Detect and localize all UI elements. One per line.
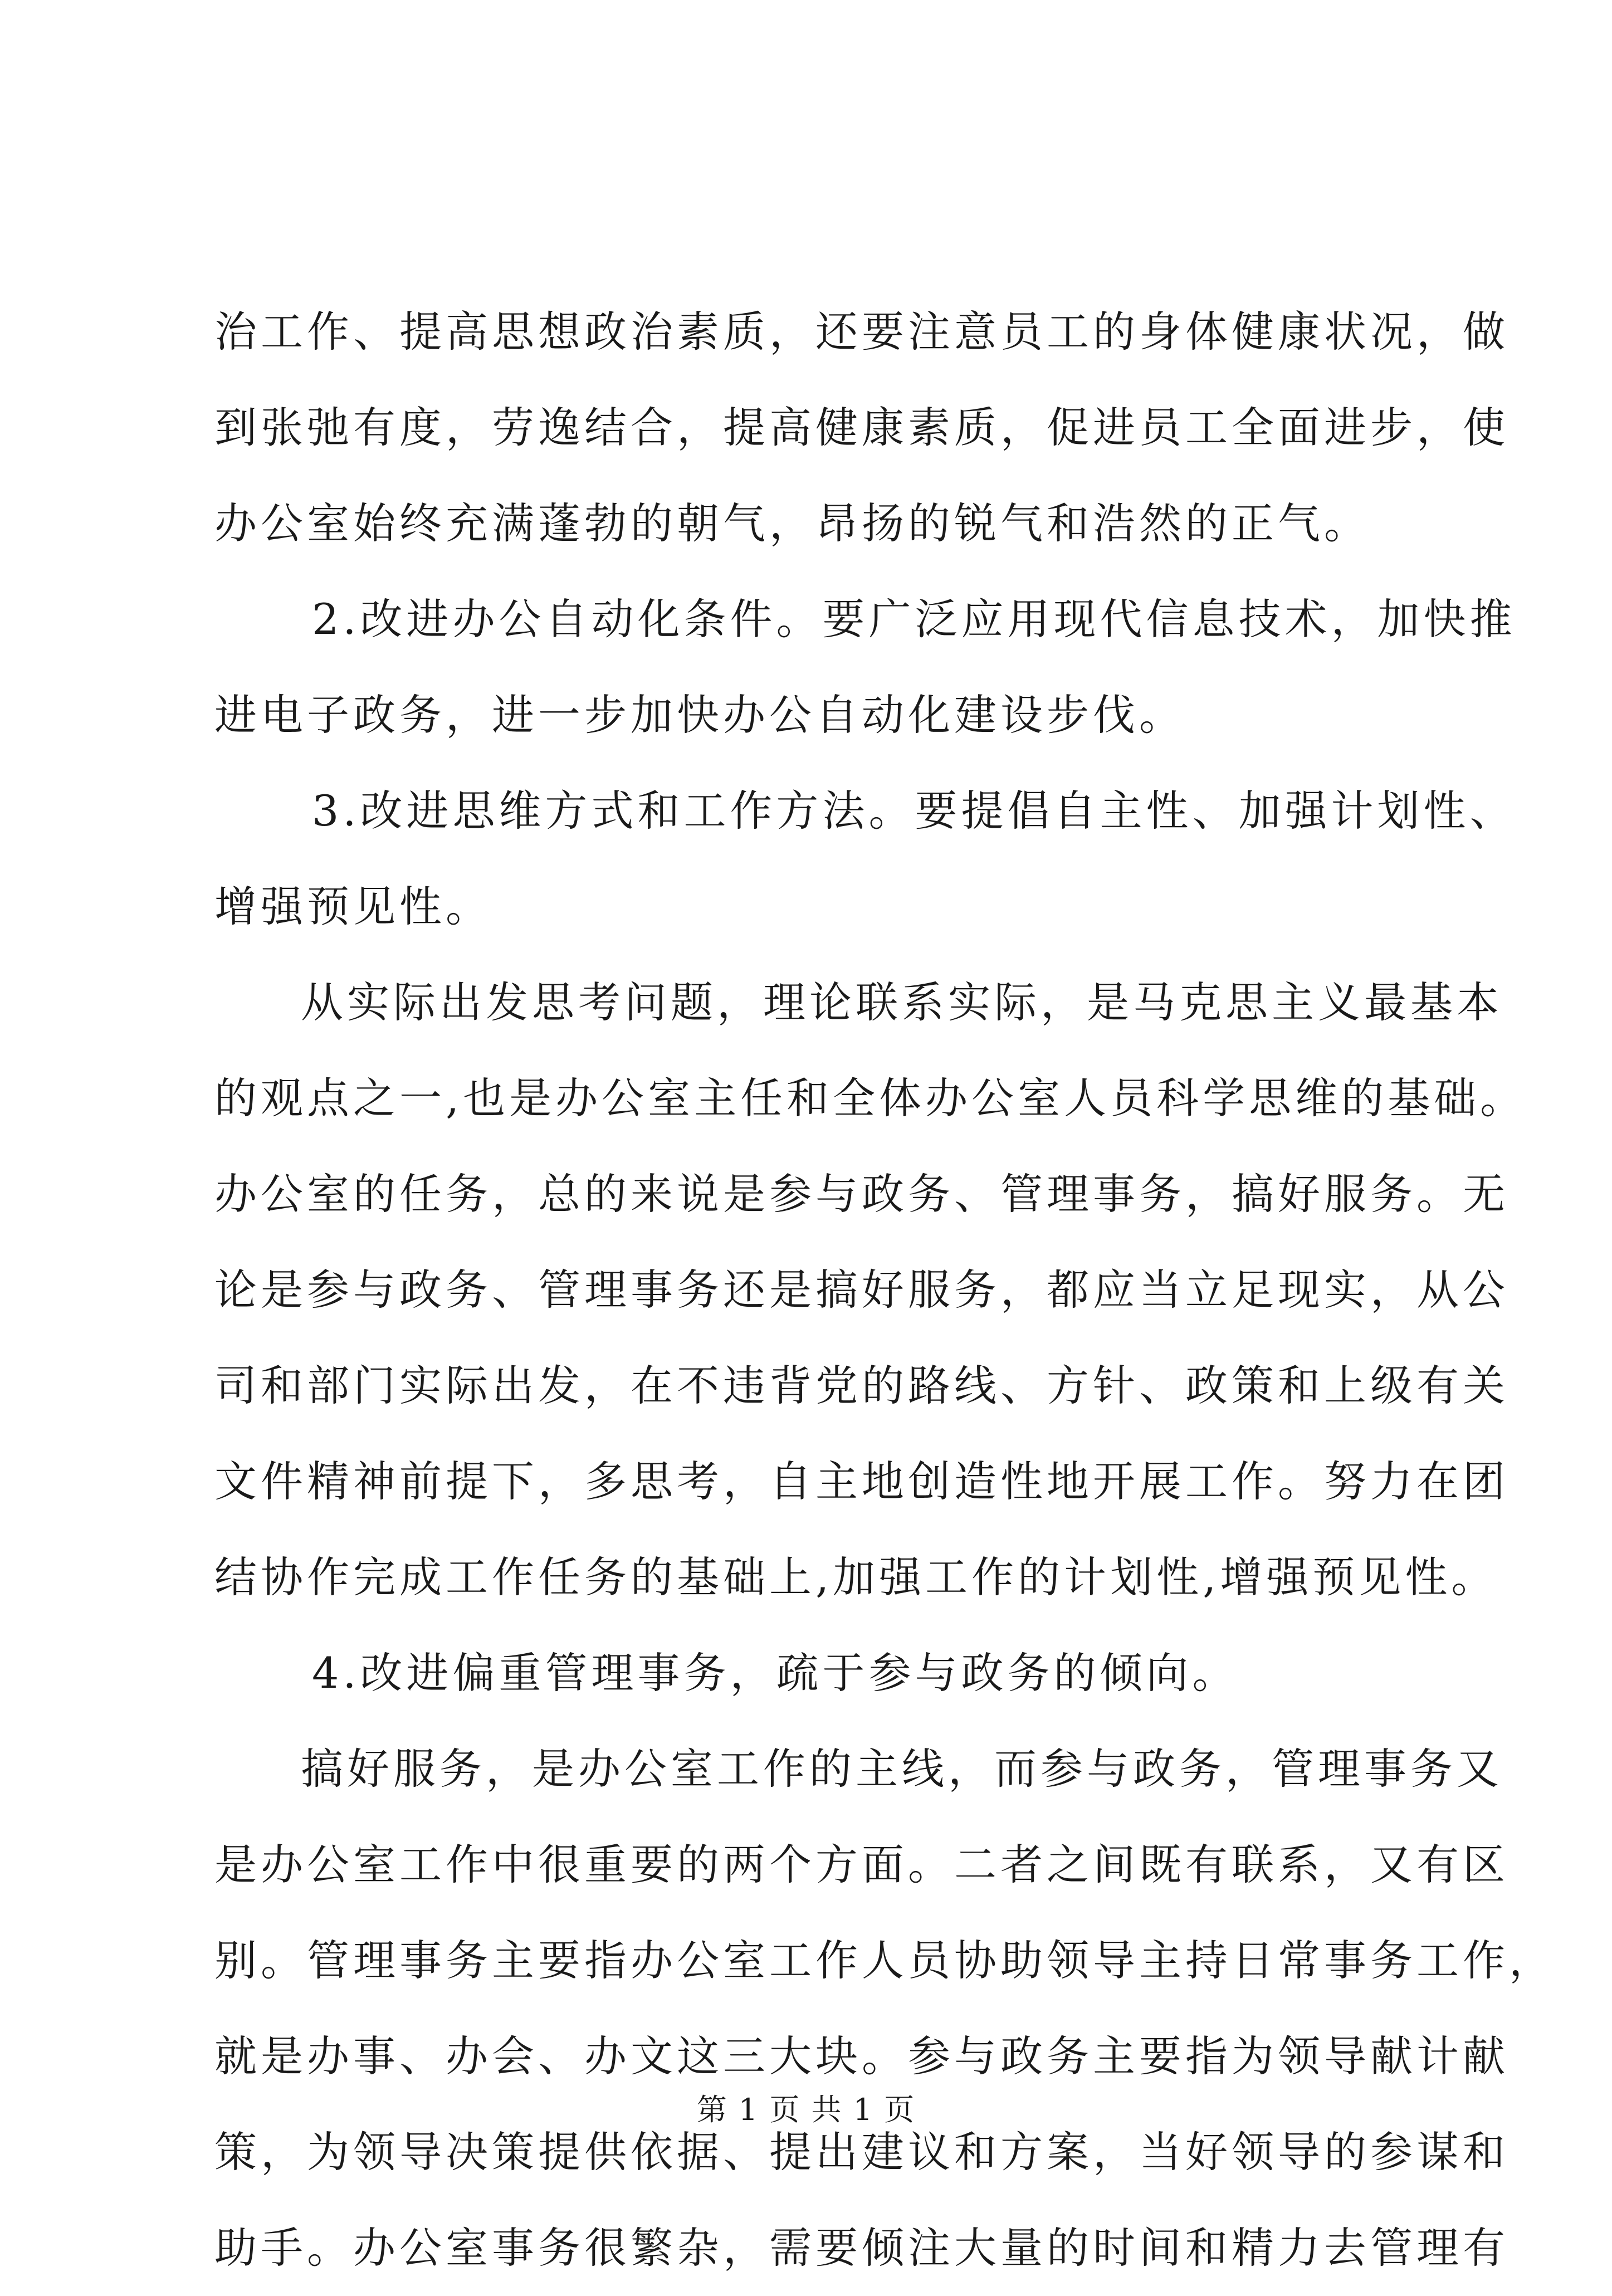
text-line-13: 文件精神前提下，多思考，自主地创造性地开展工作。努力在团	[214, 1457, 1509, 1506]
paragraph-start: 从实际出发思考问题，理论联系实际，是马克思主义最基本	[301, 978, 1503, 1027]
text-line-2: 到张弛有度，劳逸结合，提高健康素质，促进员工全面进步，使	[214, 403, 1509, 452]
text-line-14: 结协作完成工作任务的基础上,加强工作的计划性,增强预见性。	[214, 1552, 1498, 1602]
text-line-9: 的观点之一,也是办公室主任和全体办公室人员科学思维的基础。	[214, 1073, 1527, 1123]
text-line-3: 办公室始终充满蓬勃的朝气，昂扬的锐气和浩然的正气。	[214, 499, 1370, 548]
text-line-12: 司和部门实际出发，在不违背党的路线、方针、政策和上级有关	[214, 1361, 1509, 1410]
text-line-7: 增强预见性。	[214, 882, 492, 931]
text-line-5: 进电子政务，进一步加快办公自动化建设步伐。	[214, 690, 1185, 740]
document-body	[214, 284, 1555, 2296]
text-line-18: 别。管理事务主要指办公室工作人员协助领导主持日常事务工作，	[214, 1936, 1555, 1985]
text-line-11: 论是参与政务、管理事务还是搞好服务，都应当立足现实，从公	[214, 1265, 1509, 1315]
text-line-20: 策，为领导决策提供依据、提出建议和方案，当好领导的参谋和	[214, 2127, 1509, 2177]
paragraph-start: 搞好服务，是办公室工作的主线，而参与政务，管理事务又	[301, 1744, 1503, 1794]
text-line-19: 就是办事、办会、办文这三大块。参与政务主要指为领导献计献	[214, 2031, 1509, 2081]
text-line-10: 办公室的任务，总的来说是参与政务、管理事务，搞好服务。无	[214, 1169, 1509, 1219]
page-number-footer: 第 1 页 共 1 页	[696, 2092, 916, 2127]
text-line-21: 助手。办公室事务很繁杂，需要倾注大量的时间和精力去管理有	[214, 2223, 1509, 2273]
list-item-4-heading: 4.改进偏重管理事务，疏于参与政务的倾向。	[312, 1648, 1239, 1698]
list-item-3-heading: 3.改进思维方式和工作方法。要提倡自主性、加强计划性、	[312, 786, 1516, 836]
text-line-1: 治工作、提高思想政治素质，还要注意员工的身体健康状况，做	[214, 307, 1509, 356]
list-item-2-heading: 2.改进办公自动化条件。要广泛应用现代信息技术，加快推	[312, 594, 1516, 644]
text-line-17: 是办公室工作中很重要的两个方面。二者之间既有联系，又有区	[214, 1840, 1509, 1889]
